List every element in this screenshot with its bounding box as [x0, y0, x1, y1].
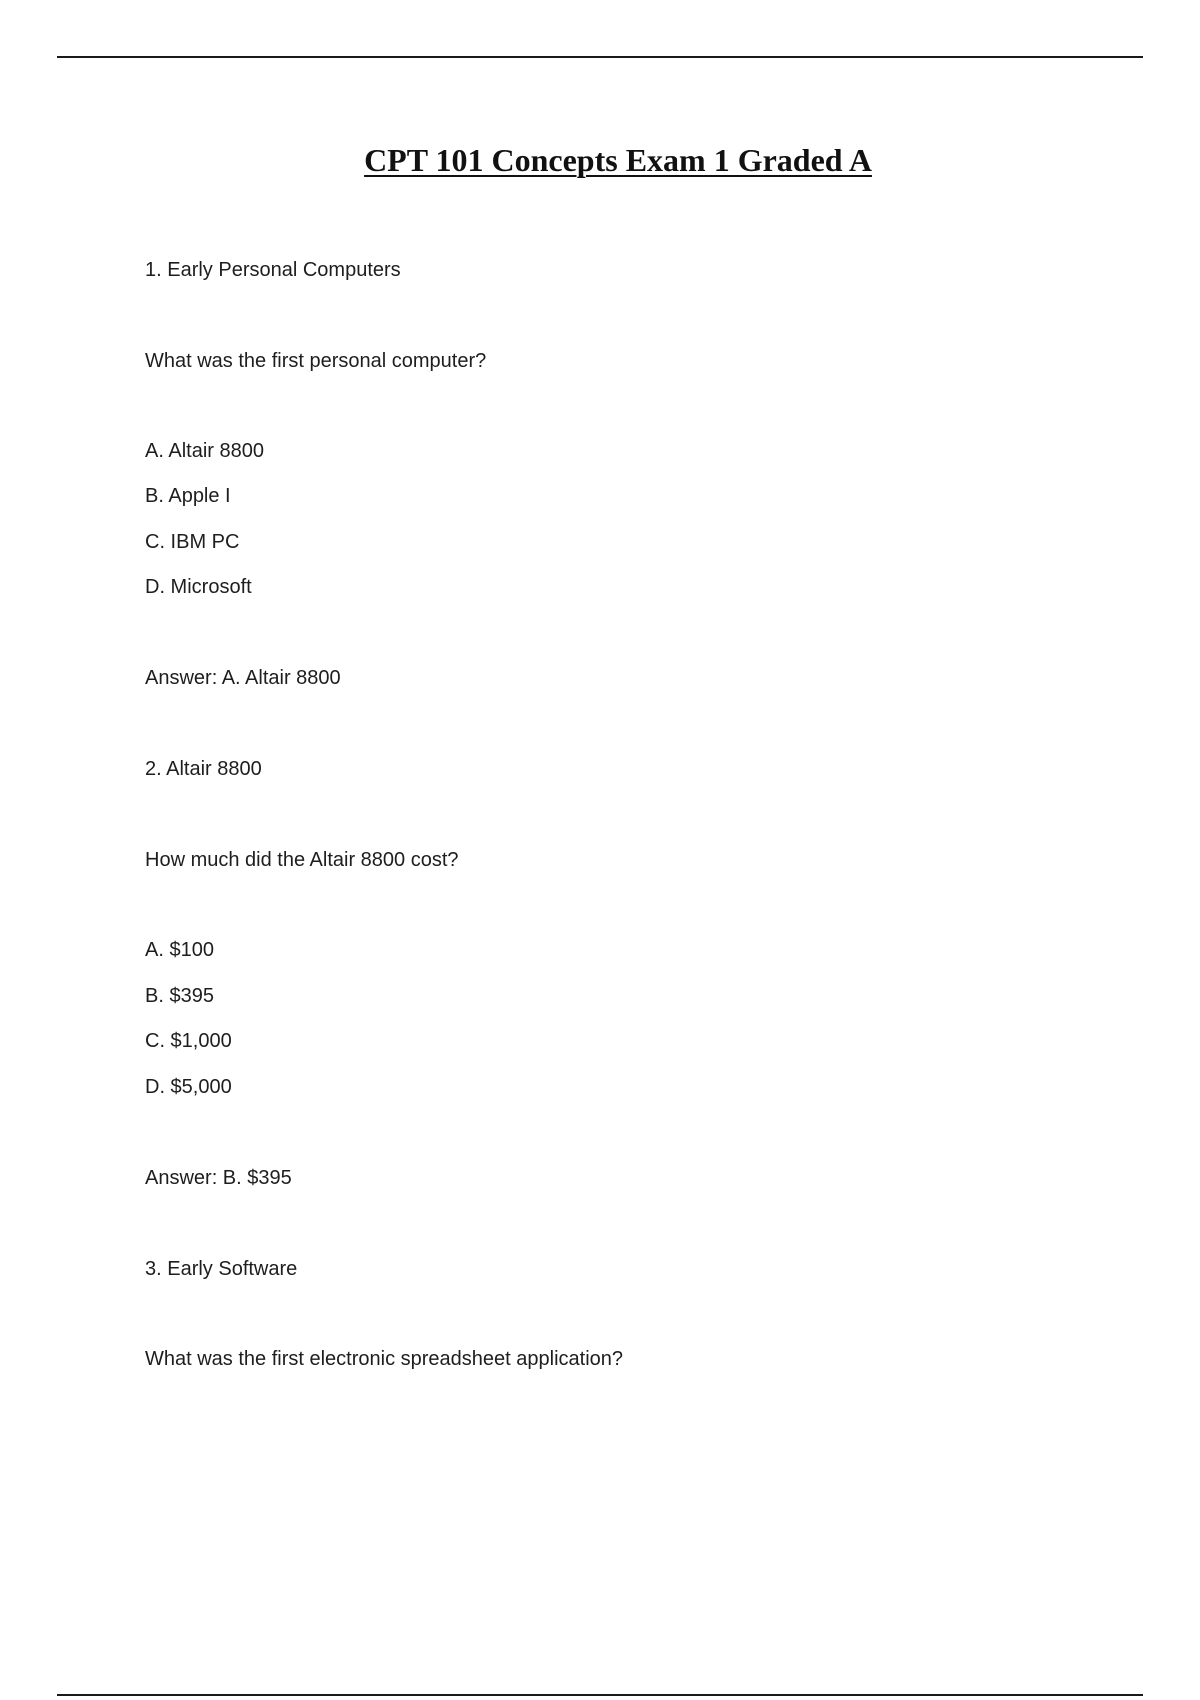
- question-1-option-d: D. Microsoft: [145, 576, 252, 598]
- document-title: CPT 101 Concepts Exam 1 Graded A: [364, 142, 872, 178]
- top-rule: [57, 56, 1143, 58]
- question-1-option-c: C. IBM PC: [145, 531, 240, 553]
- question-2-prompt: How much did the Altair 8800 cost?: [145, 849, 459, 871]
- question-2-answer: Answer: B. $395: [145, 1167, 292, 1189]
- bottom-rule: [57, 1694, 1143, 1696]
- question-1-option-a: A. Altair 8800: [145, 440, 264, 462]
- question-2-option-d: D. $5,000: [145, 1076, 232, 1098]
- question-2-option-b: B. $395: [145, 985, 214, 1007]
- question-1-heading: 1. Early Personal Computers: [145, 259, 401, 281]
- question-2-option-c: C. $1,000: [145, 1030, 232, 1052]
- question-2-option-a: A. $100: [145, 939, 214, 961]
- question-3-heading: 3. Early Software: [145, 1258, 298, 1280]
- question-1-option-b: B. Apple I: [145, 485, 231, 507]
- question-2-heading: 2. Altair 8800: [145, 758, 262, 780]
- question-1-prompt: What was the first personal computer?: [145, 350, 487, 372]
- question-1-answer: Answer: A. Altair 8800: [145, 667, 341, 689]
- question-3-prompt: What was the first electronic spreadsheet application?: [145, 1348, 624, 1370]
